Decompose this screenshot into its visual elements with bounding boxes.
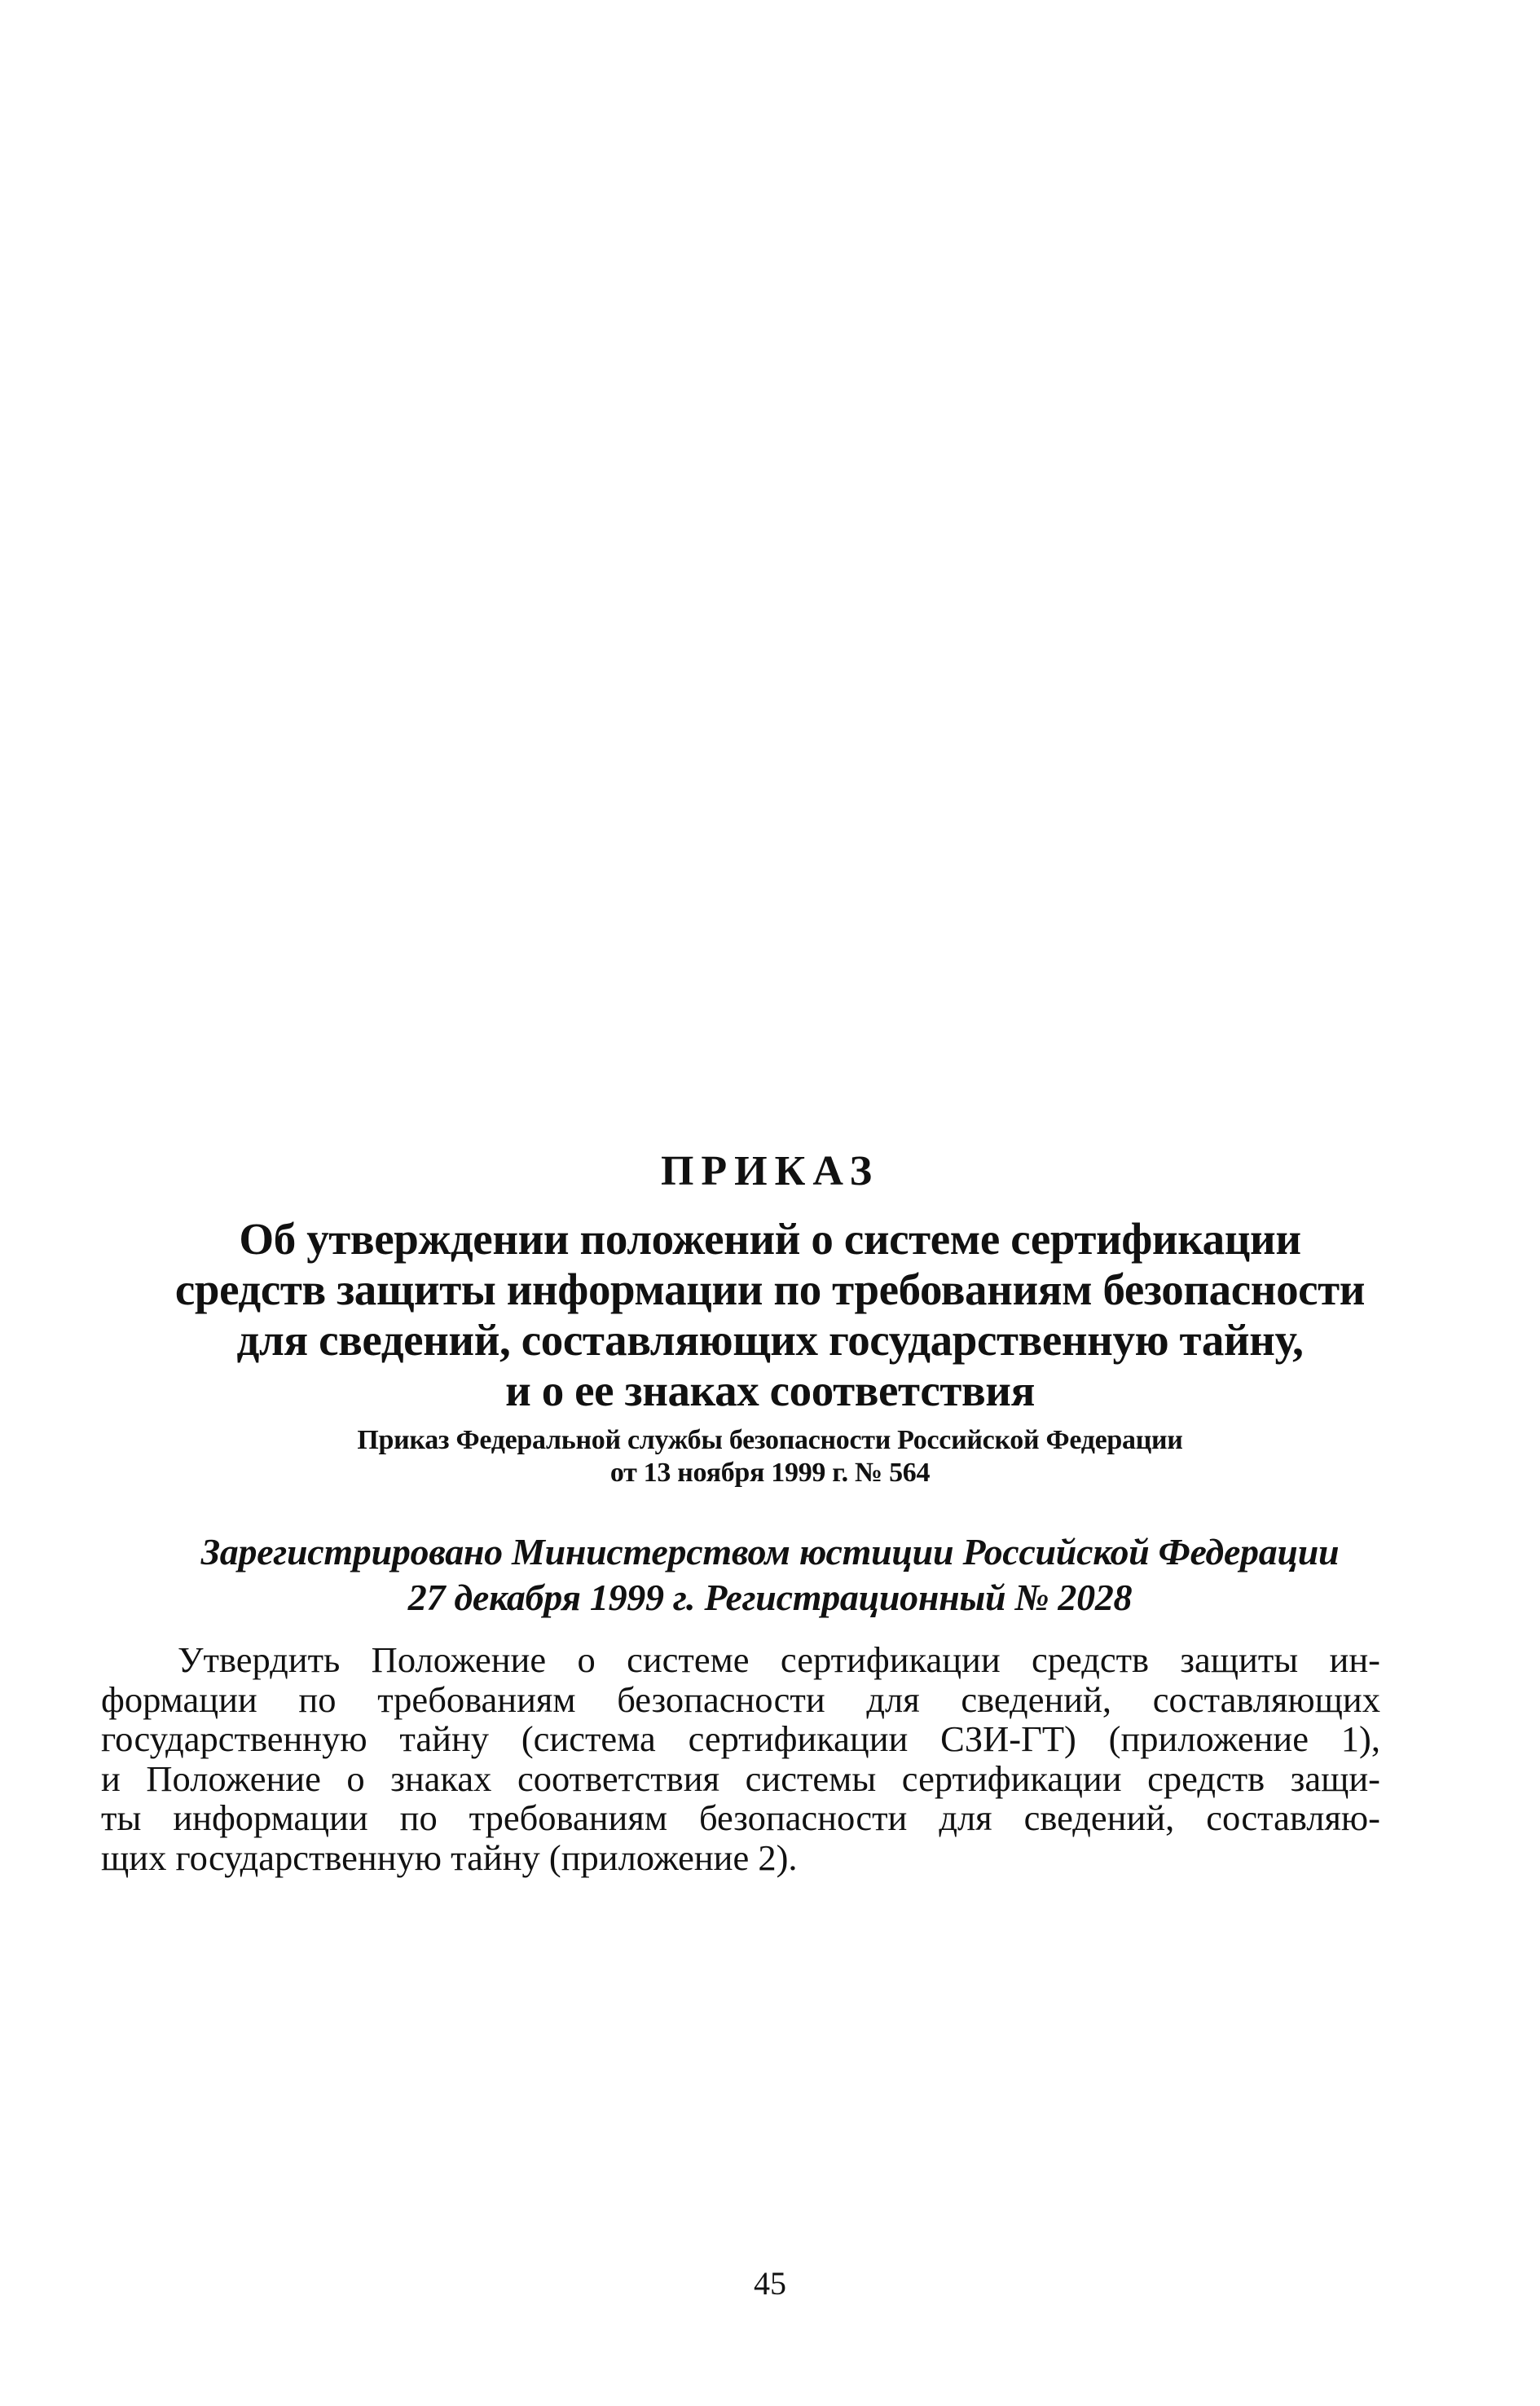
title-line: Об утверждении положений о системе сертификации (239, 1214, 1301, 1264)
registration-note (0, 1529, 1540, 1621)
issuer-block (0, 1424, 1540, 1489)
paragraph-line: государственную тайну (система сертификации СЗИ-ГТ) (приложение 1), (101, 1718, 1380, 1759)
document-title (0, 1214, 1540, 1416)
paragraph-line: Утвердить Положение о системе сертификации средств защиты ин- (178, 1639, 1380, 1680)
issuer-line: Приказ Федеральной службы безопасности Российской Федерации (357, 1425, 1183, 1455)
registration-line: Зарегистрировано Министерством юстиции Российской Федерации (200, 1531, 1340, 1572)
paragraph-line: щих государственную тайну (приложение 2). (101, 1836, 798, 1878)
registration-line: 27 декабря 1999 г. Регистрационный № 2028 (407, 1577, 1133, 1618)
issuer-line: от 13 ноября 1999 г. № 564 (609, 1458, 931, 1488)
paragraph-line: формации по требованиям безопасности для сведений, составляющих (101, 1678, 1380, 1720)
document-type-heading: ПРИКАЗ (660, 1148, 880, 1194)
title-line: средств защиты информации по требованиям безопасности (174, 1265, 1366, 1314)
paragraph-line: и Положение о знаках соответствия системы сертификации средств защи- (101, 1757, 1380, 1799)
title-line: для сведений, составляющих государственную тайну, (236, 1315, 1304, 1365)
title-line: и о ее знаках соответствия (505, 1366, 1035, 1415)
paragraph-line: ты информации по требованиям безопасности для сведений, составляю- (101, 1797, 1380, 1838)
page-number: 45 (754, 2265, 786, 2302)
body-paragraph (101, 1640, 1380, 1877)
